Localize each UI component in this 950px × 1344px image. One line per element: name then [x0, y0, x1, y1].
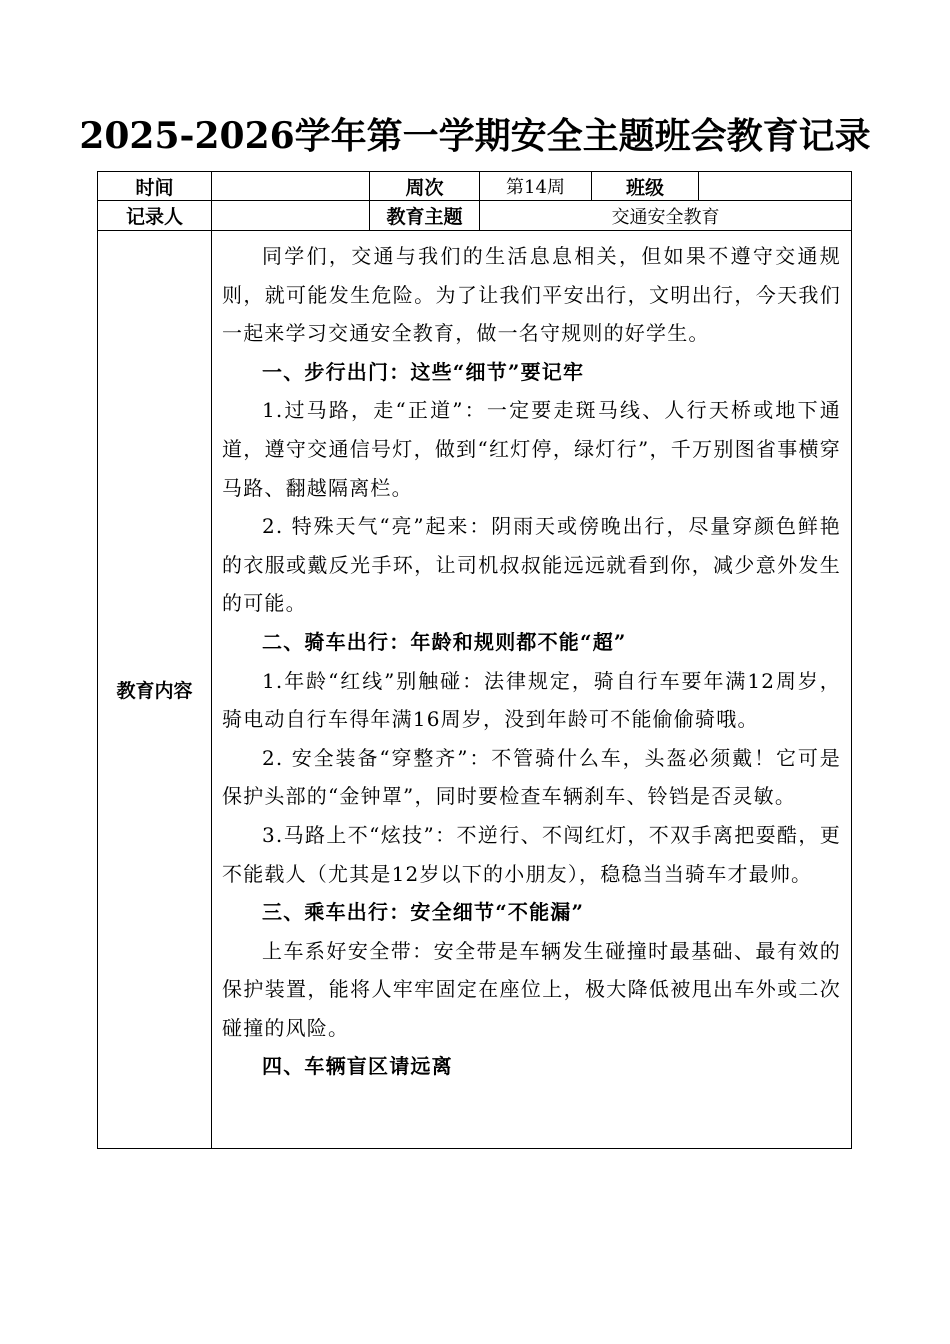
- week-label: 周次: [370, 172, 480, 201]
- content-paragraph: 同学们，交通与我们的生活息息相关，但如果不遵守交通规则，就可能发生危险。为了让我们平安出行，文明出行，今天我们一起来学习交通安全教育，做一名守规则的好学生。: [222, 244, 841, 346]
- section-heading: 一、步行出门：这些“细节”要记牢: [262, 359, 585, 384]
- record-table: [97, 171, 852, 1149]
- content-label: 教育内容: [98, 231, 212, 1149]
- class-value: [699, 172, 852, 201]
- content-paragraph: 3.马路上不“炫技”：不逆行、不闯红灯，不双手离把耍酷，更不能载人（尤其是12岁以下的小朋友），稳稳当当骑车才最帅。: [222, 822, 841, 886]
- topic-value: 交通安全教育: [480, 201, 852, 231]
- content-paragraph: 1.过马路，走“正道”：一定要走斑马线、人行天桥或地下通道，遵守交通信号灯，做到“红灯停，绿灯行”，千万别图省事横穿马路、翻越隔离栏。: [222, 398, 841, 500]
- section-heading: 二、骑车出行：年龄和规则都不能“超”: [262, 629, 627, 654]
- time-value: [212, 172, 370, 201]
- week-value: 第14周: [480, 172, 592, 201]
- content-row: [98, 231, 852, 1149]
- page-title: 2025-2026学年第一学期安全主题班会教育记录: [79, 115, 871, 157]
- header-row-1: [98, 172, 852, 201]
- section-heading: 四、车辆盲区请远离: [262, 1054, 453, 1079]
- content-paragraph: 1.年龄“红线”别触碰：法律规定，骑自行车要年满12周岁，骑电动自行车得年满16周岁，没到年龄可不能偷偷骑哦。: [222, 668, 841, 732]
- content-paragraph: 2. 安全装备“穿整齐”：不管骑什么车，头盔必须戴！它可是保护头部的“金钟罩”，同时要检查车辆刹车、铃铛是否灵敏。: [222, 745, 841, 809]
- time-label: 时间: [98, 172, 212, 201]
- recorder-value: [212, 201, 370, 231]
- content-paragraph: 2. 特殊天气“亮”起来：阴雨天或傍晚出行，尽量穿颜色鲜艳的衣服或戴反光手环，让司机叔叔能远远就看到你，减少意外发生的可能。: [222, 514, 841, 616]
- class-label: 班级: [592, 172, 699, 201]
- content-paragraph: 上车系好安全带：安全带是车辆发生碰撞时最基础、最有效的保护装置，能将人牢牢固定在座位上，极大降低被甩出车外或二次碰撞的风险。: [222, 938, 841, 1040]
- recorder-label: 记录人: [98, 201, 212, 231]
- topic-label: 教育主题: [370, 201, 480, 231]
- content-body: [212, 231, 852, 1149]
- section-heading: 三、乘车出行：安全细节“不能漏”: [262, 900, 585, 925]
- header-row-2: [98, 201, 852, 231]
